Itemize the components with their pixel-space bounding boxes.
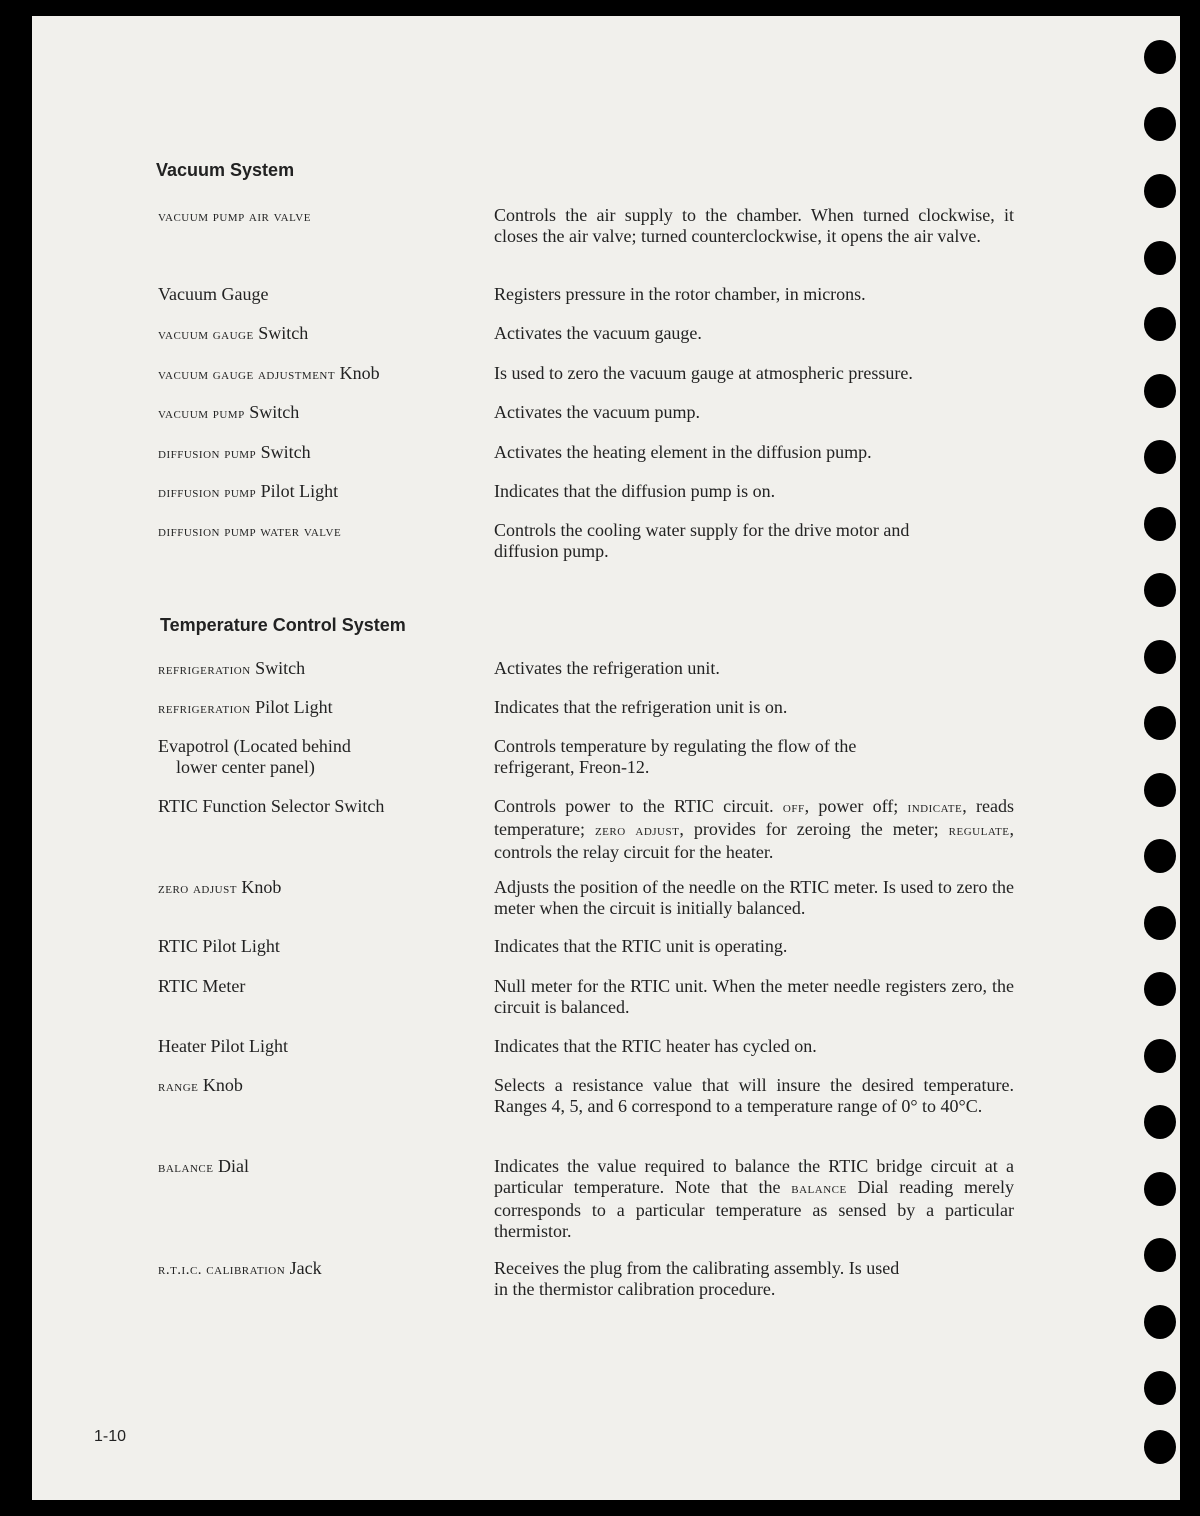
- binder-hole: [1144, 573, 1176, 607]
- binder-hole: [1144, 241, 1176, 275]
- description: Controls the air supply to the chamber. When turned clockwise, it closes the air valve; turned counterclockwise, it opens the air valve.: [494, 205, 1014, 246]
- description: Controls temperature by regulating the flow of the refrigerant, Freon-12.: [494, 736, 857, 777]
- binder-hole: [1144, 507, 1176, 541]
- binder-hole: [1144, 1172, 1176, 1206]
- binder-hole: [1144, 107, 1176, 141]
- binder-hole: [1144, 706, 1176, 740]
- description: Controls the cooling water supply for the drive motor and diffusion pump.: [494, 520, 910, 561]
- term: diffusion pump Pilot Light: [158, 481, 339, 501]
- term: vacuum pump Switch: [158, 402, 300, 422]
- description: Controls power to the RTIC circuit. off, power off; indicate, reads temperature; zero adjust, provides for zeroing the meter; regulate, controls the relay circuit for the heater.: [494, 796, 1014, 862]
- binder-hole: [1144, 307, 1176, 341]
- term: r.t.i.c. calibration Jack: [158, 1258, 322, 1278]
- term: refrigeration Switch: [158, 658, 306, 678]
- description: Indicates the value required to balance the RTIC bridge circuit at a particular temperature. Note that the balance Dial reading merely corresponds to a particular temperature as sensed by a particular thermistor.: [494, 1156, 1014, 1241]
- term: Vacuum Gauge: [158, 284, 269, 304]
- description: Selects a resistance value that will insure the desired temperature. Ranges 4, 5, and 6 correspond to a temperature range of 0° to 40°C.: [494, 1075, 1014, 1116]
- description: Indicates that the diffusion pump is on.: [494, 481, 776, 501]
- term: diffusion pump Switch: [158, 442, 311, 462]
- term: diffusion pump water valve: [158, 524, 342, 540]
- binder-hole: [1144, 640, 1176, 674]
- binder-hole: [1144, 440, 1176, 474]
- term: refrigeration Pilot Light: [158, 697, 333, 717]
- term: RTIC Pilot Light: [158, 936, 280, 956]
- binder-hole: [1144, 972, 1176, 1006]
- description: Activates the refrigeration unit.: [494, 658, 720, 678]
- term: vacuum gauge adjustment Knob: [158, 363, 380, 383]
- binder-hole: [1144, 1238, 1176, 1272]
- binder-hole: [1144, 1039, 1176, 1073]
- description: Null meter for the RTIC unit. When the meter needle registers zero, the circuit is balanced.: [494, 976, 1014, 1017]
- description: Indicates that the RTIC heater has cycled on.: [494, 1036, 817, 1056]
- binder-hole: [1144, 773, 1176, 807]
- binder-hole: [1144, 1430, 1176, 1464]
- term: RTIC Meter: [158, 976, 246, 996]
- description: Activates the vacuum pump.: [494, 402, 700, 422]
- description: Activates the vacuum gauge.: [494, 323, 702, 343]
- term: vacuum gauge Switch: [158, 323, 309, 343]
- binder-hole: [1144, 374, 1176, 408]
- binder-hole: [1144, 1371, 1176, 1405]
- binder-hole: [1144, 1105, 1176, 1139]
- description: Adjusts the position of the needle on the RTIC meter. Is used to zero the meter when the circuit is initially balanced.: [494, 877, 1014, 918]
- description: Is used to zero the vacuum gauge at atmospheric pressure.: [494, 363, 913, 383]
- binder-hole: [1144, 40, 1176, 74]
- term: Evapotrol (Located behind lower center panel): [158, 736, 351, 777]
- section-heading-temperature-control-system: Temperature Control System: [160, 615, 406, 635]
- description: Indicates that the refrigeration unit is on.: [494, 697, 788, 717]
- binder-hole: [1144, 906, 1176, 940]
- term: zero adjust Knob: [158, 877, 282, 897]
- description: Registers pressure in the rotor chamber, in microns.: [494, 284, 866, 304]
- term: RTIC Function Selector Switch: [158, 796, 385, 816]
- term: vacuum pump air valve: [158, 209, 311, 225]
- term: Heater Pilot Light: [158, 1036, 288, 1056]
- description: Activates the heating element in the diffusion pump.: [494, 442, 872, 462]
- description: Receives the plug from the calibrating assembly. Is used in the thermistor calibration procedure.: [494, 1258, 900, 1299]
- term: balance Dial: [158, 1156, 249, 1176]
- binder-hole: [1144, 174, 1176, 208]
- term: range Knob: [158, 1075, 243, 1095]
- binder-hole: [1144, 839, 1176, 873]
- document-page: [32, 16, 1180, 1500]
- binder-hole: [1144, 1305, 1176, 1339]
- section-heading-vacuum-system: Vacuum System: [156, 160, 295, 180]
- page-number: 1-10: [94, 1428, 127, 1445]
- description: Indicates that the RTIC unit is operating.: [494, 936, 788, 956]
